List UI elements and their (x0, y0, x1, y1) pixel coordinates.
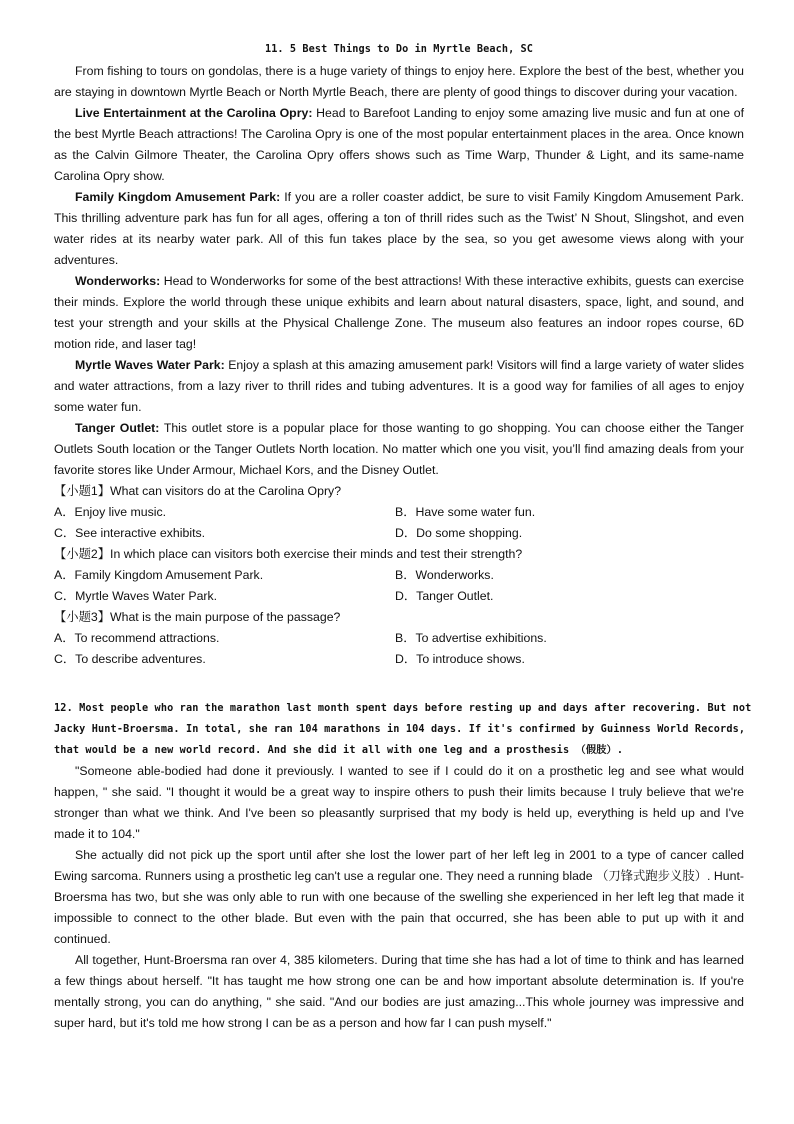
place-description: Head to Barefoot Landing to enjoy some amazing live music and fun at one of the best Myrtle Beach attractions! The Carolina Opry is one of the most popular entertainment places in the area. Once known as the Calvin Gilmore Theater, the Carolina Opry offers shows such as Time Warp, Thunder & Light, and its same-name Carolina Opry show. (54, 106, 744, 183)
section-spacer (54, 670, 744, 698)
option-c: C．Myrtle Waves Water Park. (54, 589, 218, 603)
place-paragraph (54, 418, 744, 481)
passage-12-intro-line: 12. Most people who ran the marathon last month spent days before resting up and days after recovering. But not (54, 703, 752, 714)
passage-12-intro-line: that would be a new world record. And she did it all with one leg and a prosthesis （假肢）. (54, 745, 624, 756)
place-name: Family Kingdom Amusement Park: (75, 190, 281, 204)
question-stem: 【小题3】What is the main purpose of the passage? (54, 610, 341, 624)
place-description: This outlet store is a popular place for those wanting to go shopping. You can choose either the Tanger Outlets South location or the Tanger Outlets North location. No matter which one you visit, you’ll find amazing deals from your favorite stores like Under Armour, Michael Kors, and the Disney Outlet. (54, 421, 744, 477)
passage-11-intro: From fishing to tours on gondolas, there is a huge variety of things to enjoy here. Explore the best of the best, whether you are staying in downtown Myrtle Beach or North Myrtle Beach, there are plenty of good things to discover during your vacation. (54, 64, 744, 99)
question-options (54, 628, 744, 670)
passage-12-paragraph: "Someone able-bodied had done it previously. I wanted to see if I could do it on a prosthetic leg and see what would happen, " she said. "I thought it would be a great way to inspire others to push their limits because I truly believe that we're stronger than what we think. And I've been so pleasantly surprised that my body is held up, everything is held up and I've made it to 104." (54, 764, 744, 841)
place-description: If you are a roller coaster addict, be sure to visit Family Kingdom Amusement Park. This thrilling adventure park has fun for all ages, offering a ton of thrill rides such as the Twist’ N Shout, Slingshot, and even water rides at its nearby water park. All of this fun takes place by the sea, so you get awesome views along with your adventures. (54, 190, 744, 267)
question-2 (54, 544, 744, 607)
place-paragraph (54, 271, 744, 355)
place-name: Live Entertainment at the Carolina Opry: (75, 106, 313, 120)
option-d: D．Tanger Outlet. (395, 589, 494, 603)
option-c: C．See interactive exhibits. (54, 526, 206, 540)
passage-12-paragraph: She actually did not pick up the sport until after she lost the lower part of her left leg in 2001 to a type of cancer called Ewing sarcoma. Runners using a prosthetic leg can't use a regular one. They need a running blade （刀锋式跑步义肢）. Hunt-Broersma has two, but she was only able to run with one because of the swelling she experienced in her left leg that made it impossible to connect to the other blade. But even with the pain that occurred, she has been able to put up with it and continued. (54, 848, 744, 946)
passage-12-intro (54, 698, 752, 761)
option-a: A．Enjoy live music. (54, 505, 167, 519)
option-a: A．Family Kingdom Amusement Park. (54, 568, 264, 582)
place-name: Wonderworks: (75, 274, 161, 288)
question-stem: 【小题1】What can visitors do at the Carolina Opry? (54, 484, 342, 498)
option-b: B．Wonderworks. (395, 568, 494, 582)
place-paragraph (54, 187, 744, 271)
worksheet-page (54, 41, 752, 1034)
option-c: C．To describe adventures. (54, 652, 206, 666)
passage-12-paragraph: All together, Hunt-Broersma ran over 4, 385 kilometers. During that time she has had a lot of time to think and has learned a few things about herself. "It has taught me how strong one can be and how important absolute determination is. If you're mentally strong, you can do anything, " she said. "And our bodies are just amazing...This whole journey was impressive and super hard, but it's told me how strong I can be as a person and how far I can push myself." (54, 953, 744, 1030)
option-d: D．To introduce shows. (395, 652, 525, 666)
place-paragraph (54, 355, 744, 418)
question-stem: 【小题2】In which place can visitors both exercise their minds and test their strength? (54, 547, 523, 561)
passage-12-intro-line: Jacky Hunt-Broersma. In total, she ran 104 marathons in 104 days. If it's confirmed by Guinness World Records, (54, 724, 746, 735)
option-d: D．Do some shopping. (395, 526, 523, 540)
question-3 (54, 607, 744, 670)
option-b: B．Have some water fun. (395, 505, 536, 519)
option-a: A．To recommend attractions. (54, 631, 220, 645)
question-options (54, 502, 744, 544)
passage-11-title: 11. 5 Best Things to Do in Myrtle Beach, SC (264, 44, 534, 55)
place-name: Myrtle Waves Water Park: (75, 358, 225, 372)
place-paragraph (54, 103, 744, 187)
option-b: B．To advertise exhibitions. (395, 631, 547, 645)
place-description: Head to Wonderworks for some of the best attractions! With these interactive exhibits, guests can exercise their minds. Explore the world through these unique exhibits and learn about natural disasters, space, light, and sound, and test your strength and your skills at the Physical Challenge Zone. The museum also features an indoor ropes course, 6D motion ride, and laser tag! (54, 274, 744, 351)
place-description: Enjoy a splash at this amazing amusement park! Visitors will find a large variety of water slides and water attractions, from a lazy river to thrill rides and tubing adventures. It is a good way for families of all ages to enjoy some water fun. (54, 358, 744, 414)
place-name: Tanger Outlet: (75, 421, 160, 435)
question-1 (54, 481, 744, 544)
question-options (54, 565, 744, 607)
